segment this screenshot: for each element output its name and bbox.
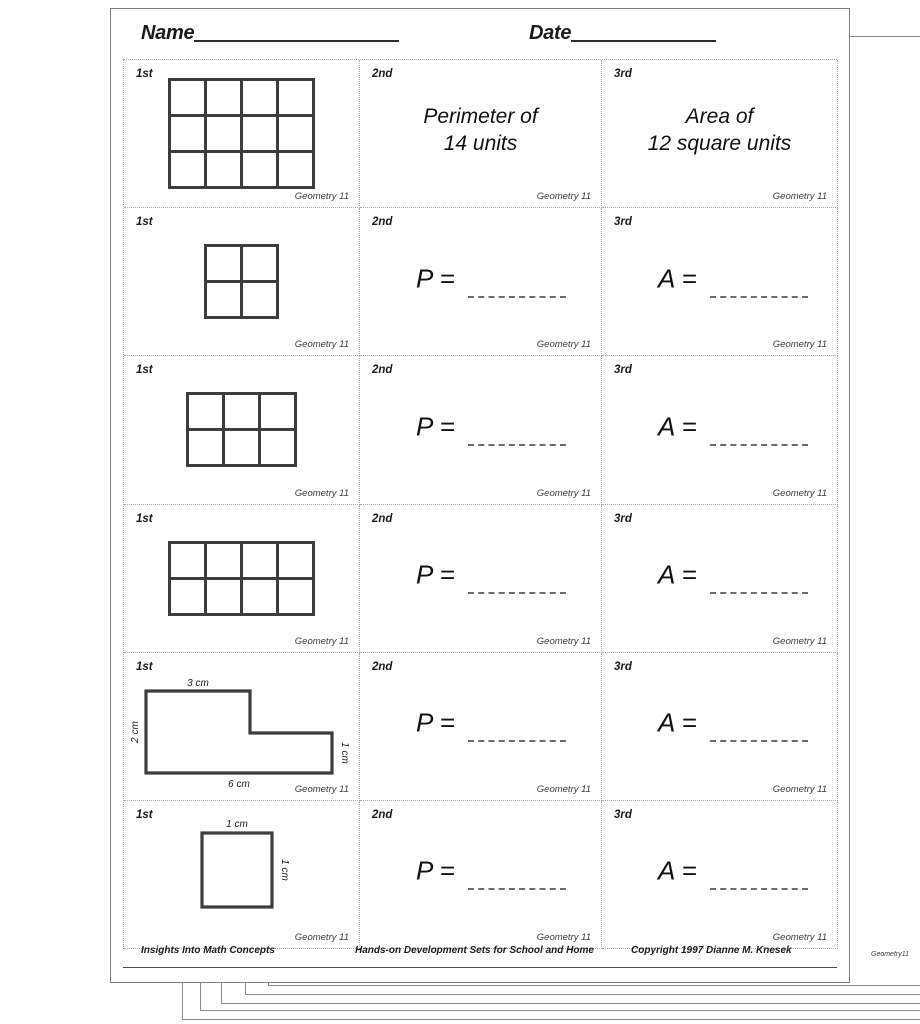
order-label-second: 2nd — [372, 660, 393, 673]
cell-tag: Geometry 11 — [772, 339, 827, 351]
third-prompt-symbol: A = — [658, 855, 697, 886]
order-label-second: 2nd — [372, 512, 393, 525]
name-write-line[interactable] — [194, 40, 399, 42]
third-answer-blank[interactable] — [710, 740, 808, 742]
order-label-third: 3rd — [614, 660, 632, 673]
second-answer-prompt — [360, 801, 601, 948]
unit-square — [207, 81, 240, 114]
order-label-first: 1st — [136, 512, 153, 525]
exercise-cell-figure — [124, 60, 360, 208]
date-field[interactable] — [529, 23, 716, 44]
cell-tag: Geometry 11 — [294, 783, 349, 795]
unit-grid-figure — [168, 541, 315, 616]
cell-tag: Geometry 11 — [536, 932, 591, 943]
third-statement-line1: Area of — [685, 104, 754, 128]
exercise-cell-area — [602, 208, 838, 356]
exercise-table — [123, 59, 837, 949]
unit-square — [243, 283, 276, 316]
unit-square — [171, 81, 204, 114]
second-answer-blank[interactable] — [468, 592, 566, 594]
cell-tag: Geometry 11 — [772, 191, 827, 203]
unit-square — [207, 117, 240, 150]
second-prompt-symbol: P = — [416, 855, 455, 886]
second-answer-prompt — [360, 208, 601, 355]
unit-square — [279, 580, 312, 613]
order-label-second: 2nd — [372, 808, 393, 821]
exercise-cell-perimeter — [360, 801, 602, 949]
svg-text:1 cm: 1 cm — [279, 858, 290, 881]
order-label-first: 1st — [136, 216, 153, 229]
cell-tag: Geometry 11 — [294, 932, 349, 943]
exercise-cell-figure — [124, 801, 360, 949]
second-answer-blank[interactable] — [468, 740, 566, 742]
cell-tag: Geometry 11 — [294, 635, 349, 647]
unit-square — [207, 544, 240, 577]
cell-tag: Geometry 11 — [772, 783, 827, 795]
exercise-cell-area — [602, 801, 838, 949]
third-answer-prompt — [602, 505, 837, 652]
unit-square — [225, 431, 258, 464]
worksheet-header — [111, 9, 849, 57]
unit-square — [171, 544, 204, 577]
third-answer-prompt — [602, 653, 837, 800]
date-write-line[interactable] — [571, 40, 716, 42]
unit-grid-figure — [186, 392, 297, 467]
second-prompt-symbol: P = — [416, 263, 455, 294]
second-statement — [360, 60, 601, 207]
exercise-cell-perimeter — [360, 356, 602, 504]
footer-left-text: Insights Into Math Concepts — [141, 945, 275, 956]
unit-square — [243, 117, 276, 150]
unit-square — [207, 580, 240, 613]
second-prompt-symbol: P = — [416, 411, 455, 442]
exercise-cell-figure — [124, 505, 360, 653]
unit-grid-figure — [168, 78, 315, 189]
footer-copyright-text: Copyright 1997 Dianne M. Knesek — [631, 945, 792, 956]
figure-area — [124, 505, 359, 652]
svg-text:1 cm: 1 cm — [339, 741, 350, 764]
exercise-cell-perimeter — [360, 208, 602, 356]
unit-square — [243, 580, 276, 613]
cell-tag: Geometry 11 — [536, 339, 591, 351]
exercise-cell-perimeter — [360, 653, 602, 801]
second-prompt-symbol: P = — [416, 707, 455, 738]
footer-middle-text: Hands-on Development Sets for School and Home — [355, 945, 594, 956]
third-answer-blank[interactable] — [710, 888, 808, 890]
cell-tag: Geometry 11 — [294, 339, 349, 351]
exercise-cell-area — [602, 653, 838, 801]
unit-square — [279, 81, 312, 114]
third-prompt-symbol: A = — [658, 411, 697, 442]
order-label-first: 1st — [136, 808, 153, 821]
unit-square — [279, 117, 312, 150]
second-answer-prompt — [360, 653, 601, 800]
unit-square — [207, 153, 240, 186]
svg-text:1 cm: 1 cm — [226, 818, 248, 830]
figure-area — [124, 60, 359, 207]
second-statement-line1: Perimeter of — [423, 104, 538, 128]
unit-square — [171, 153, 204, 186]
date-label: Date — [529, 22, 572, 44]
order-label-third: 3rd — [614, 512, 632, 525]
second-answer-prompt — [360, 505, 601, 652]
svg-text:6 cm: 6 cm — [228, 778, 250, 790]
exercise-cell-perimeter — [360, 60, 602, 208]
unit-square — [171, 117, 204, 150]
order-label-second: 2nd — [372, 216, 393, 229]
unit-square — [189, 395, 222, 428]
second-answer-blank[interactable] — [468, 888, 566, 890]
third-statement-line2: 12 square units — [647, 131, 792, 155]
order-label-first: 1st — [136, 364, 153, 377]
order-label-third: 3rd — [614, 216, 632, 229]
exercise-cell-figure — [124, 208, 360, 356]
order-label-second: 2nd — [372, 364, 393, 377]
worksheet-page — [110, 8, 909, 983]
second-answer-prompt — [360, 356, 601, 503]
svg-text:2 cm: 2 cm — [130, 720, 141, 743]
exercise-cell-figure — [124, 653, 360, 801]
exercise-cell-area — [602, 356, 838, 504]
third-prompt-symbol: A = — [658, 707, 697, 738]
second-statement-line2: 14 units — [443, 131, 518, 155]
cell-tag: Geometry 11 — [772, 932, 827, 943]
unit-square — [261, 431, 294, 464]
third-prompt-symbol: A = — [658, 559, 697, 590]
unit-square — [189, 431, 222, 464]
order-label-third: 3rd — [614, 364, 632, 377]
cell-tag: Geometry 11 — [536, 635, 591, 647]
unit-grid-figure — [204, 244, 279, 319]
third-prompt-symbol: A = — [658, 263, 697, 294]
unit-square — [207, 247, 240, 280]
figure-area — [124, 356, 359, 503]
third-answer-prompt — [602, 208, 837, 355]
figure-area — [124, 653, 359, 800]
unit-square — [243, 247, 276, 280]
exercise-cell-area — [602, 60, 838, 208]
unit-square — [207, 283, 240, 316]
figure-area — [124, 208, 359, 355]
cell-tag: Geometry 11 — [536, 487, 591, 499]
third-answer-blank[interactable] — [710, 444, 808, 446]
unit-square — [171, 580, 204, 613]
svg-text:3 cm: 3 cm — [187, 677, 209, 689]
cell-tag: Geometry 11 — [772, 635, 827, 647]
third-statement — [602, 60, 837, 207]
figure-area — [124, 801, 359, 948]
order-label-first: 1st — [136, 68, 153, 80]
unit-square — [243, 544, 276, 577]
exercise-cell-perimeter — [360, 505, 602, 653]
exercise-cell-area — [602, 505, 838, 653]
cell-tag: Geometry 11 — [536, 191, 591, 203]
exercise-cell-figure — [124, 356, 360, 504]
unit-square — [243, 81, 276, 114]
name-label: Name — [141, 22, 195, 44]
cell-tag: Geometry 11 — [536, 783, 591, 795]
footer-corner-tag: Geometry11 — [871, 951, 909, 958]
unit-square — [279, 153, 312, 186]
second-prompt-symbol: P = — [416, 559, 455, 590]
page-footer — [123, 942, 909, 968]
unit-square — [261, 395, 294, 428]
third-answer-prompt — [602, 801, 837, 948]
second-answer-blank[interactable] — [468, 296, 566, 298]
unit-square — [225, 395, 258, 428]
second-answer-blank[interactable] — [468, 444, 566, 446]
cell-tag: Geometry 11 — [294, 487, 349, 499]
third-answer-blank[interactable] — [710, 296, 808, 298]
third-answer-blank[interactable] — [710, 592, 808, 594]
order-label-first: 1st — [136, 660, 153, 673]
name-field[interactable] — [141, 23, 399, 44]
order-label-third: 3rd — [614, 68, 632, 80]
order-label-third: 3rd — [614, 808, 632, 821]
cell-tag: Geometry 11 — [294, 191, 349, 203]
cell-tag: Geometry 11 — [772, 487, 827, 499]
order-label-second: 2nd — [372, 68, 393, 80]
unit-square — [243, 153, 276, 186]
unit-square — [279, 544, 312, 577]
third-answer-prompt — [602, 356, 837, 503]
